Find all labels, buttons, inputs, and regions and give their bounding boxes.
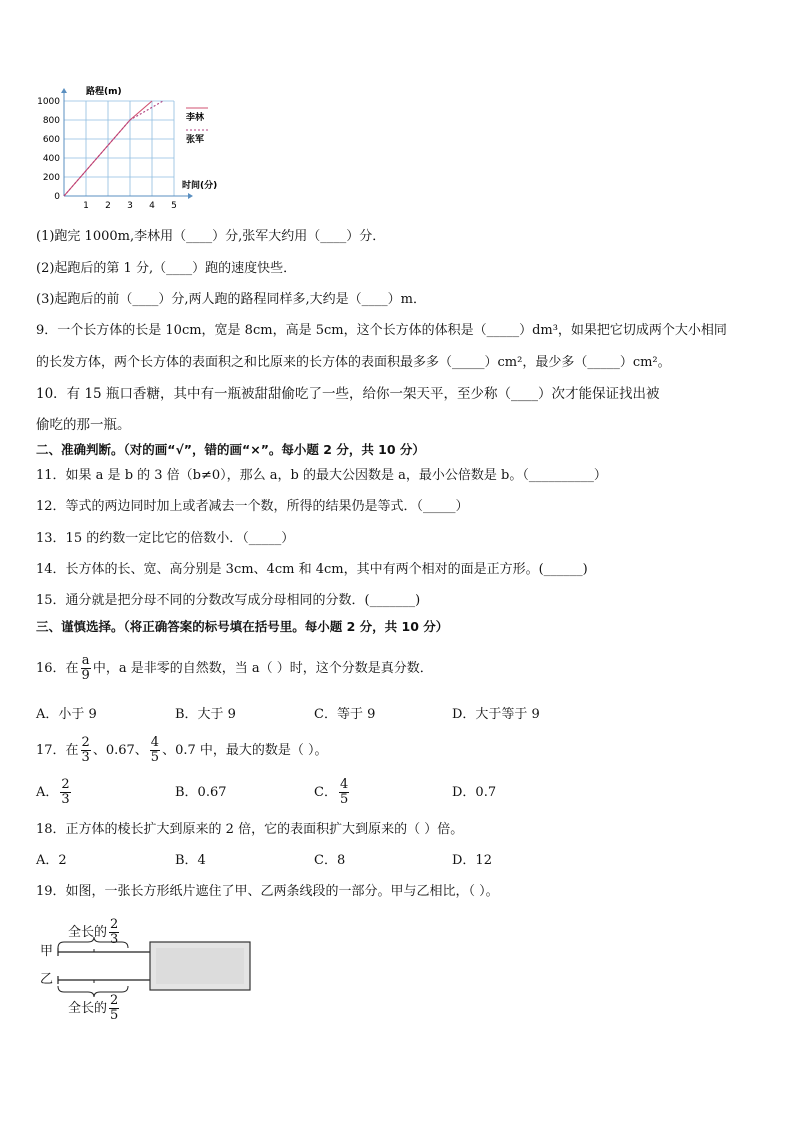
q8-part2: (2)起跑后的第 1 分,（____）跑的速度快些． [36, 261, 297, 276]
x-tick-label: 4 [149, 201, 155, 211]
option-label: C． [314, 785, 337, 800]
q18-option-b[interactable]: B．4 [175, 853, 206, 868]
x-tick-label: 5 [171, 201, 177, 211]
fraction-numerator: 2 [110, 917, 119, 932]
fraction-numerator: a [81, 653, 90, 668]
q17-stem [36, 734, 328, 768]
q8-part3: (3)起跑后的前（____）分,两人跑的路程同样多,大约是（____）m． [36, 292, 427, 307]
q12: 12．等式的两边同时加上或者减去一个数，所得的结果仍是等式．（_____） [36, 499, 469, 514]
y-axis-label: 路程(m) [86, 87, 122, 97]
fraction-numerator: 2 [110, 993, 119, 1008]
q17-option-a[interactable] [36, 776, 73, 810]
chart-ticks [37, 97, 177, 211]
q14: 14．长方体的长、宽、高分别是 3cm、4cm 和 4cm，其中有两个相对的面是正方形。(______) [36, 562, 588, 577]
x-axis-arrow [188, 193, 193, 199]
y-tick-label: 1000 [37, 97, 60, 107]
label-text: 全长的 [68, 925, 108, 940]
fraction-denominator: 5 [339, 792, 349, 807]
q16-option-d[interactable]: D．大于等于 9 [452, 707, 540, 722]
series-line-张军 [64, 101, 163, 196]
q18-option-d[interactable]: D．12 [452, 853, 492, 868]
q16-stem [36, 652, 433, 686]
q8-part1: (1)跑完 1000m,李林用（____）分,张军大约用（____）分． [36, 229, 386, 244]
fraction-2-3 [81, 736, 91, 765]
x-axis-label: 时间(分) [182, 181, 218, 191]
y-axis-arrow [61, 88, 67, 93]
fraction-numerator: 2 [81, 735, 90, 750]
fraction-4-5 [339, 778, 349, 807]
label-jia: 甲 [40, 944, 54, 959]
y-tick-label: 600 [42, 135, 60, 145]
q17-post: 、0.7 中，最大的数是（ ）。 [162, 743, 328, 758]
fraction-2-3 [60, 778, 70, 807]
legend-label: 张军 [186, 135, 205, 145]
fraction-denominator: 5 [110, 1008, 119, 1023]
q13: 13．15 的约数一定比它的倍数小．（_____） [36, 531, 295, 546]
chart-series [64, 101, 163, 196]
q16-pre: 16．在 [36, 661, 79, 676]
label-yi: 乙 [40, 972, 54, 987]
label-text: 全长的 [68, 1001, 108, 1016]
bottom-label [68, 994, 121, 1024]
q16-option-b[interactable]: B．大于 9 [175, 707, 236, 722]
q19-stem: 19．如图，一张长方形纸片遮住了甲、乙两条线段的一部分。甲与乙相比，（ ）。 [36, 884, 499, 899]
q9-line1: 9．一个长方体的长是 10cm，宽是 8cm，高是 5cm，这个长方体的体积是（_____）dm³，如果把它切成两个大小相同 [36, 323, 727, 338]
y-tick-label: 0 [54, 192, 60, 202]
fraction-numerator: 2 [61, 777, 70, 792]
q9-line2: 的长发方体，两个长方体的表面积之和比原来的长方体的表面积最多多（_____）cm²，最少多（_____）cm²。 [36, 355, 671, 370]
q18-stem: 18．正方体的棱长扩大到原来的 2 倍，它的表面积扩大到原来的（ ）倍。 [36, 822, 464, 837]
q17-mid: 、0.67、 [92, 743, 148, 758]
q18-option-c[interactable]: C．8 [314, 853, 346, 868]
q18-option-a[interactable]: A．2 [36, 853, 67, 868]
y-tick-label: 800 [42, 116, 60, 126]
chart-axes [61, 88, 193, 199]
section3-heading: 三、谨慎选择。（将正确答案的标号填在括号里。每小题 2 分，共 10 分） [36, 619, 449, 634]
fraction-a-over-9 [81, 654, 91, 683]
option-label: A． [36, 785, 59, 800]
q16-post: 中，a 是非零的自然数，当 a（ ）时，这个分数是真分数． [92, 661, 433, 676]
q10-line2: 偷吃的那一瓶。 [36, 417, 131, 433]
fraction-denominator: 3 [110, 932, 119, 947]
q17-pre: 17．在 [36, 743, 79, 758]
fraction-denominator: 9 [81, 668, 90, 683]
chart-legend [185, 108, 208, 145]
section2-heading: 二、准确判断。（对的画“√”，错的画“×”。每小题 2 分，共 10 分） [36, 442, 425, 457]
fraction-4-5 [150, 736, 160, 765]
chart-grid [64, 101, 174, 196]
q10-line1: 10．有 15 瓶口香糖，其中有一瓶被甜甜偷吃了一些，给你一架天平，至少称（____）次才能保证找出被 [36, 386, 660, 402]
distance-time-chart [30, 82, 230, 212]
q11: 11．如果 a 是 b 的 3 倍（b≠0），那么 a，b 的最大公因数是 a，最小公倍数是 b。（__________） [36, 468, 607, 483]
legend-label: 李林 [186, 113, 205, 123]
q17-option-d[interactable]: D．0.7 [452, 785, 497, 800]
x-tick-label: 3 [127, 201, 133, 211]
fraction-2-5 [109, 994, 119, 1023]
fraction-denominator: 3 [61, 792, 70, 807]
fraction-denominator: 3 [81, 750, 90, 765]
segment-figure [34, 912, 264, 1032]
q16-option-a[interactable]: A．小于 9 [36, 707, 97, 722]
y-tick-label: 400 [42, 154, 60, 164]
x-tick-label: 1 [83, 201, 89, 211]
fraction-numerator: 4 [339, 777, 349, 792]
fraction-denominator: 5 [150, 750, 160, 765]
fraction-numerator: 4 [150, 735, 160, 750]
y-tick-label: 200 [42, 173, 60, 183]
q17-option-c[interactable] [314, 776, 351, 810]
q17-option-b[interactable]: B．0.67 [175, 785, 227, 800]
x-tick-label: 2 [105, 201, 111, 211]
q16-option-c[interactable]: C．等于 9 [314, 707, 376, 722]
q15: 15．通分就是把分母不同的分数改写成分母相同的分数．(_______) [36, 593, 421, 608]
